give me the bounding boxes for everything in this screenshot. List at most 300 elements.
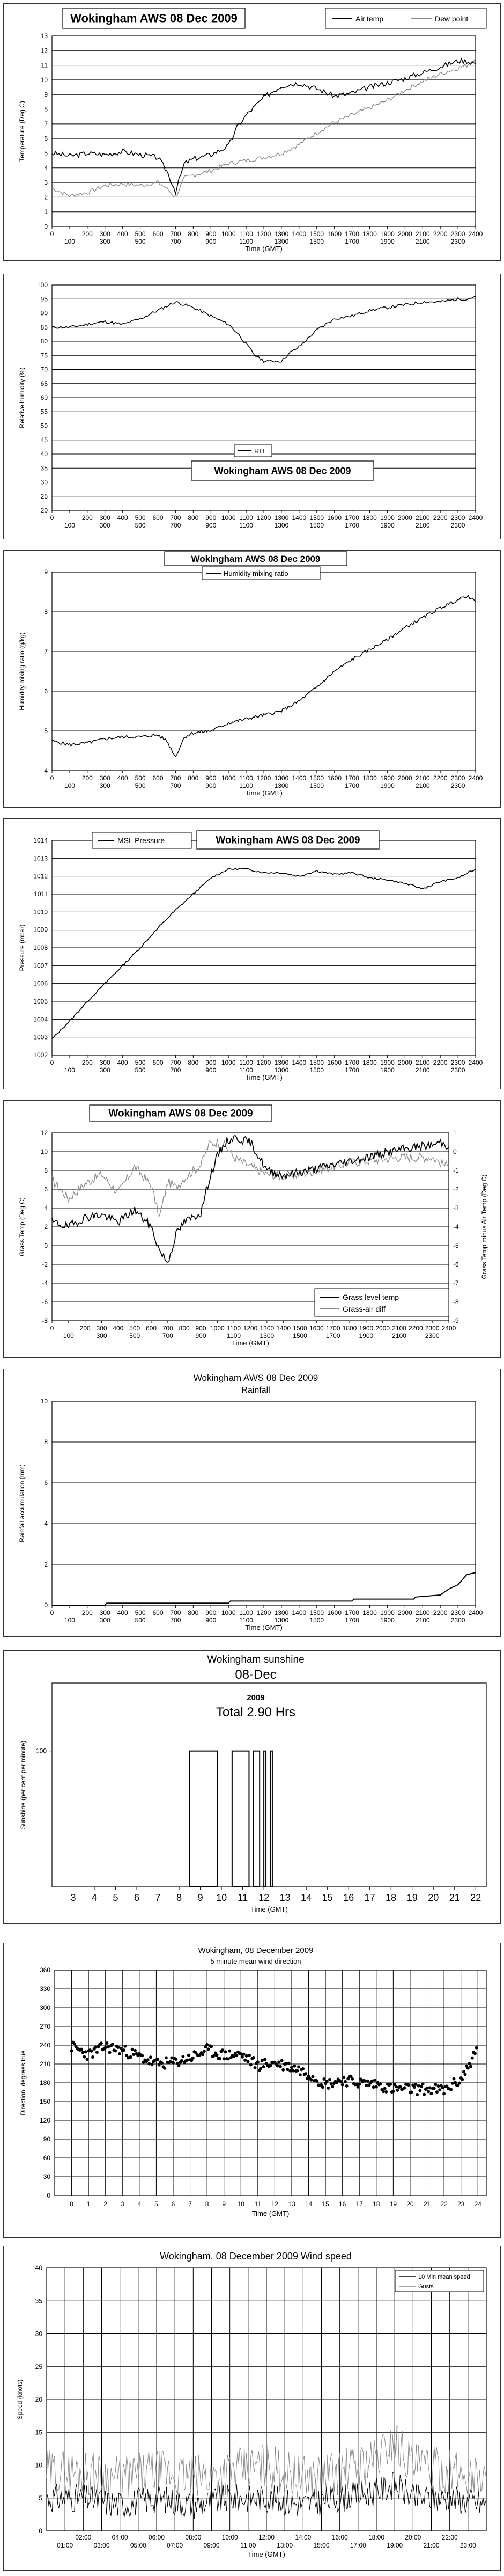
x-tick-label: 21 <box>449 1892 460 1903</box>
wind-direction-point <box>417 2084 420 2088</box>
x-tick-label-top: 1200 <box>256 1609 271 1616</box>
x-tick-label-bottom: 2300 <box>450 782 465 789</box>
x-tick-label-top: 1300 <box>274 1609 289 1616</box>
x-tick-label-top: 700 <box>170 230 181 238</box>
x-tick-label-top: 1000 <box>221 774 236 782</box>
x-tick-label-top: 0 <box>50 1324 54 1332</box>
x-tick-label-top: 1500 <box>309 230 324 238</box>
wind-direction-point <box>407 2083 410 2087</box>
y-tick-label: 1004 <box>33 1015 48 1023</box>
wind-direction-point <box>235 2054 238 2057</box>
wind-direction-point <box>221 2048 224 2052</box>
wind-direction-point <box>169 2060 172 2063</box>
x-tick-label-top: 500 <box>135 774 146 782</box>
wind-direction-point <box>466 2067 470 2070</box>
x-tick-label-bottom: 900 <box>205 522 217 529</box>
wind-direction-point <box>95 2051 99 2054</box>
x-tick-label-bottom: 100 <box>64 522 75 529</box>
wind-direction-point <box>427 2090 430 2093</box>
wind-direction-point <box>396 2089 399 2092</box>
x-tick-label-top: 800 <box>188 230 199 238</box>
legend-label-mixing-ratio: Humidity mixing ratio <box>224 569 288 577</box>
x-tick-label-top: 18:00 <box>368 2534 385 2541</box>
x-tick-label-bottom: 1700 <box>345 238 359 245</box>
wind-direction-point <box>449 2088 453 2091</box>
x-tick-label-top: 1400 <box>292 774 307 782</box>
wind-direction-point <box>331 2085 334 2088</box>
x-tick-label-top: 1100 <box>239 1059 253 1066</box>
y-tick-label: 5 <box>44 149 48 157</box>
x-tick-label-top: 2200 <box>433 1059 448 1066</box>
y-tick-label: 300 <box>39 2004 50 2011</box>
y-tick-label: -4 <box>42 1279 48 1287</box>
x-tick-label-top: 0 <box>50 774 54 782</box>
x-tick-label-top: 200 <box>79 1324 91 1332</box>
wind-direction-point <box>351 2077 354 2081</box>
x-tick-label-top: 1200 <box>256 1059 271 1066</box>
x-tick-label: 18 <box>373 2200 380 2208</box>
wind-direction-point <box>284 2062 287 2066</box>
y-axis-label: Humidity mixing ratio (g/kg) <box>18 632 26 711</box>
y-tick-label: 1011 <box>34 890 48 898</box>
y-axis-label: Relative humidity (%) <box>18 367 26 428</box>
x-tick-label-bottom: 2300 <box>450 238 465 245</box>
x-tick-label-top: 600 <box>152 1059 164 1066</box>
wind-direction-point <box>342 2076 345 2079</box>
wind-direction-point <box>91 2055 94 2059</box>
x-tick-label-top: 300 <box>99 514 110 522</box>
x-tick-label-bottom: 1100 <box>227 1332 241 1340</box>
y-tick-label: 0 <box>44 1601 48 1609</box>
wind-direction-point <box>379 2082 382 2085</box>
wind-direction-point <box>114 2049 117 2052</box>
y-tick-label: 60 <box>40 394 48 401</box>
wind-direction-point <box>357 2085 360 2089</box>
y-tick-label: -7 <box>453 1279 459 1287</box>
y-tick-label: 12 <box>40 1129 48 1137</box>
y-tick-label: 12 <box>40 47 48 55</box>
y-tick-label: 3 <box>44 179 48 187</box>
y-tick-label: 30 <box>35 2330 42 2338</box>
y-tick-label: -8 <box>453 1298 459 1306</box>
x-tick-label-top: 1800 <box>362 1059 377 1066</box>
wind-direction-point <box>304 2072 307 2075</box>
wind-direction-point <box>295 2069 299 2073</box>
x-tick-label-top: 1600 <box>327 1059 342 1066</box>
x-tick-label-bottom: 900 <box>205 238 217 245</box>
x-tick-label-bottom: 300 <box>96 1332 107 1340</box>
y-tick-label: 70 <box>40 365 48 374</box>
y-tick-label: 55 <box>40 408 48 416</box>
wind-direction-point <box>327 2087 330 2090</box>
x-tick-label-top: 400 <box>117 514 128 522</box>
y-tick-label: 1 <box>44 208 48 216</box>
pressure-chart <box>4 819 500 1089</box>
chart-subtitle: 08-Dec <box>235 1667 277 1682</box>
y-tick-label: 330 <box>39 1985 50 1993</box>
wind-direction-point <box>269 2064 272 2067</box>
wind-direction-point <box>403 2086 406 2089</box>
legend-box <box>395 2270 484 2292</box>
x-tick-label-bottom: 300 <box>99 238 110 245</box>
wind-direction-point <box>254 2066 257 2069</box>
x-tick-label-top: 1300 <box>274 514 289 522</box>
y-tick-label: 0 <box>44 223 48 230</box>
x-tick-label-top: 1000 <box>221 1059 236 1066</box>
chart-title: Wokingham AWS 08 Dec 2009 <box>70 11 238 25</box>
x-tick-label-top: 2400 <box>468 774 483 782</box>
y-axis-label: Rainfall accumulation (mm) <box>18 1464 26 1542</box>
x-tick-label-bottom: 1700 <box>345 1066 359 1074</box>
wind-direction-point <box>276 2064 279 2067</box>
x-tick-label-top: 1100 <box>239 230 253 238</box>
x-tick-label-bottom: 2100 <box>415 238 430 245</box>
x-tick-label-top: 600 <box>152 230 164 238</box>
y-tick-label: 60 <box>43 2154 50 2162</box>
x-tick-label-bottom: 11:00 <box>240 2542 256 2549</box>
legend-label-grass-level-temp: Grass level temp <box>343 1293 399 1301</box>
wind-direction-point <box>187 2054 190 2057</box>
wind-direction-point <box>288 2069 292 2073</box>
wind-direction-point <box>181 2055 184 2058</box>
x-tick-label-top: 900 <box>205 230 217 238</box>
wind-direction-point <box>345 2084 349 2088</box>
y-tick-label: 35 <box>40 464 48 472</box>
y-axis-label-right: Grass Temp minus Air Temp (Deg C) <box>480 1174 488 1279</box>
x-tick-label-top: 500 <box>135 514 146 522</box>
y-tick-label: 10 <box>40 1148 48 1155</box>
wind-direction-point <box>375 2085 378 2089</box>
x-tick-label-top: 700 <box>170 774 181 782</box>
y-tick-label: 1014 <box>33 837 48 844</box>
x-tick-label-top: 0 <box>50 230 54 238</box>
x-tick-label: 22 <box>470 1892 481 1903</box>
y-tick-label: -2 <box>453 1185 459 1193</box>
y-tick-label: 0 <box>39 2527 42 2535</box>
wind-direction-point <box>239 2052 242 2055</box>
y-tick-label: 0 <box>44 1242 48 1249</box>
wind-direction-point <box>437 2084 440 2088</box>
x-tick-label: 11 <box>238 1892 248 1903</box>
chart-title: Wokingham AWS 08 Dec 2009 <box>216 835 360 846</box>
legend-label-grass-air-diff: Grass-air diff <box>343 1305 386 1313</box>
pressure-chart-panel <box>3 818 501 1089</box>
wind-direction-point <box>111 2043 114 2046</box>
x-tick-label-top: 2100 <box>415 774 430 782</box>
x-tick-label: 19 <box>389 2200 397 2208</box>
y-axis-label: Direction, degrees true <box>19 2050 27 2116</box>
wind-direction-point <box>163 2067 166 2070</box>
x-tick-label-top: 2100 <box>415 1059 430 1066</box>
x-tick-label-top: 400 <box>117 1609 128 1616</box>
wind-direction-point <box>358 2082 361 2085</box>
plot-area <box>52 1401 476 1605</box>
wind-direction-point <box>452 2077 455 2081</box>
wind-direction-point <box>321 2085 324 2089</box>
wind-direction-point <box>151 2063 154 2066</box>
y-tick-label: 13 <box>40 32 48 40</box>
x-tick-label-top: 1900 <box>380 230 395 238</box>
wind-direction-point <box>129 2055 132 2059</box>
x-tick-label-top: 200 <box>81 1609 93 1616</box>
wind-direction-point <box>423 2093 426 2096</box>
wind-direction-point <box>246 2060 249 2063</box>
grass-chart-panel <box>3 1100 501 1358</box>
x-tick-label-bottom: 1500 <box>309 1066 324 1074</box>
temperature-chart <box>4 4 500 260</box>
x-tick-label: 11 <box>254 2200 262 2208</box>
x-axis-label: Time (GMT) <box>245 245 283 253</box>
y-tick-label: 7 <box>44 120 48 128</box>
chart-title: Wokingham AWS 08 Dec 2009 <box>191 553 321 564</box>
x-tick-label-top: 2300 <box>450 1609 465 1616</box>
wind-direction-point <box>245 2054 248 2058</box>
x-tick-label-bottom: 1900 <box>380 1616 395 1624</box>
x-axis-label: Time (GMT) <box>245 1073 283 1081</box>
x-tick-label-bottom: 300 <box>99 522 110 529</box>
x-tick-label-top: 1700 <box>345 230 359 238</box>
x-tick-label-bottom: 2100 <box>415 782 430 789</box>
x-tick-label-bottom: 700 <box>170 1066 181 1074</box>
x-tick-label-bottom: 700 <box>170 782 181 789</box>
y-tick-label: 85 <box>40 323 48 331</box>
x-tick-label-top: 900 <box>195 1324 206 1332</box>
x-tick-label-top: 200 <box>81 230 93 238</box>
wind-direction-point <box>307 2075 310 2078</box>
wind-direction-point <box>90 2050 93 2053</box>
y-tick-label: 1013 <box>33 854 48 862</box>
x-tick-label-bottom: 2100 <box>415 1616 430 1624</box>
x-tick-label-top: 2100 <box>415 1609 430 1616</box>
x-tick-label-top: 400 <box>117 230 128 238</box>
x-axis-label: Time (GMT) <box>232 1339 269 1347</box>
wind-direction-point <box>365 2084 368 2087</box>
x-tick-label-top: 2400 <box>468 1059 483 1066</box>
x-tick-label-bottom: 300 <box>99 782 110 789</box>
wind-direction-point <box>218 2057 221 2060</box>
wind-direction-point <box>118 2052 121 2055</box>
x-tick-label-top: 1000 <box>221 514 236 522</box>
x-tick-label-top: 2400 <box>468 230 483 238</box>
x-tick-label-bottom: 07:00 <box>167 2542 183 2549</box>
x-tick-label-top: 0 <box>50 1609 54 1616</box>
wind-direction-point <box>286 2068 289 2071</box>
x-tick-label-bottom: 1300 <box>274 238 289 245</box>
y-tick-label: 4 <box>44 767 48 774</box>
wind-direction-point <box>205 2043 209 2046</box>
x-tick-label-top: 0 <box>50 514 54 522</box>
x-tick-label: 18 <box>386 1892 397 1903</box>
y-tick-label: 2 <box>44 1561 48 1568</box>
wind-direction-chart <box>4 1943 500 2237</box>
y-tick-label: 10 <box>35 2461 42 2469</box>
x-tick-label-top: 2300 <box>450 514 465 522</box>
chart-title: Wokingham, 08 December 2009 <box>198 1946 314 1955</box>
x-tick-label-bottom: 500 <box>135 522 146 529</box>
x-tick-label-top: 1400 <box>292 1609 307 1616</box>
x-tick-label-top: 600 <box>152 514 164 522</box>
wind-direction-point <box>261 2059 264 2062</box>
x-tick-label: 9 <box>197 1892 203 1903</box>
chart-title: Wokingham AWS 08 Dec 2009 <box>193 1373 318 1383</box>
x-tick-label-top: 800 <box>188 774 199 782</box>
wind-direction-point <box>70 2049 73 2052</box>
wind-direction-point <box>416 2093 419 2096</box>
x-tick-label-bottom: 1700 <box>325 1332 340 1340</box>
wind-direction-point <box>471 2057 474 2060</box>
y-tick-label: -8 <box>42 1317 48 1324</box>
wind-direction-point <box>451 2082 454 2085</box>
y-tick-label: 1009 <box>33 926 48 934</box>
x-tick-label-bottom: 2300 <box>450 1066 465 1074</box>
x-tick-label-top: 500 <box>129 1324 140 1332</box>
y-tick-label: 270 <box>39 2023 50 2030</box>
wind-direction-point <box>191 2057 195 2060</box>
y-tick-label: 2 <box>44 1223 48 1231</box>
x-tick-label-bottom: 21:00 <box>423 2542 440 2549</box>
wind-direction-point <box>322 2077 325 2081</box>
x-tick-label-bottom: 900 <box>205 782 217 789</box>
x-tick-label-top: 2200 <box>408 1324 423 1332</box>
x-tick-label-bottom: 2300 <box>450 522 465 529</box>
x-tick-label-bottom: 1300 <box>274 522 289 529</box>
x-tick-label: 19 <box>406 1892 418 1903</box>
x-tick-label-top: 1400 <box>276 1324 291 1332</box>
x-tick-label: 6 <box>134 1892 140 1903</box>
x-tick-label: 22 <box>440 2200 448 2208</box>
x-tick-label-top: 400 <box>117 774 128 782</box>
x-tick-label-bottom: 01:00 <box>57 2542 73 2549</box>
x-tick-label-bottom: 2100 <box>415 1066 430 1074</box>
y-tick-label: 4 <box>44 164 48 172</box>
wind-direction-point <box>281 2068 285 2072</box>
wind-direction-point <box>140 2054 144 2057</box>
x-tick-label-top: 1400 <box>292 230 307 238</box>
y-tick-label: 5 <box>44 727 48 735</box>
y-tick-label: 50 <box>40 422 48 430</box>
x-tick-label: 7 <box>188 2200 192 2208</box>
chart-title: Wokingham AWS 08 Dec 2009 <box>108 1108 253 1119</box>
x-tick-label-top: 300 <box>99 1059 110 1066</box>
x-tick-label-top: 1800 <box>362 1609 377 1616</box>
y-tick-label: 95 <box>40 295 48 303</box>
x-tick-label-top: 1500 <box>309 774 324 782</box>
x-tick-label: 12 <box>271 2200 279 2208</box>
wind-direction-point <box>232 2055 235 2058</box>
x-tick-label-top: 1200 <box>256 774 271 782</box>
y-tick-label: -9 <box>453 1317 459 1324</box>
wind-direction-point <box>293 2065 296 2068</box>
wind-direction-point <box>94 2046 97 2049</box>
wind-direction-point <box>158 2063 161 2067</box>
x-tick-label-bottom: 1700 <box>345 522 359 529</box>
x-tick-label: 17 <box>364 1892 375 1903</box>
x-tick-label-top: 1900 <box>380 1609 395 1616</box>
x-tick-label-bottom: 500 <box>135 1066 146 1074</box>
x-tick-label-top: 04:00 <box>112 2534 128 2541</box>
y-tick-label: 90 <box>40 309 48 317</box>
x-tick-label-top: 2000 <box>397 230 412 238</box>
x-tick-label-top: 22:00 <box>441 2534 458 2541</box>
x-tick-label-top: 1000 <box>221 1609 236 1616</box>
wind-direction-point <box>180 2059 183 2062</box>
wind-direction-point <box>83 2055 86 2059</box>
x-tick-label-top: 800 <box>188 514 199 522</box>
y-tick-label: 1007 <box>33 962 48 970</box>
x-tick-label-top: 1200 <box>243 1324 258 1332</box>
x-tick-label-top: 2300 <box>425 1324 440 1332</box>
wind-direction-point <box>287 2062 291 2065</box>
wind-direction-point <box>442 2092 446 2095</box>
x-tick-label: 7 <box>155 1892 161 1903</box>
wind-speed-chart <box>4 2246 500 2570</box>
x-tick-label: 4 <box>92 1892 98 1903</box>
x-tick-label-top: 200 <box>81 1059 93 1066</box>
wind-direction-point <box>249 2063 253 2066</box>
y-tick-label: 100 <box>35 1747 47 1755</box>
x-tick-label: 10 <box>216 1892 227 1903</box>
x-tick-label-top: 2000 <box>375 1324 390 1332</box>
y-axis-label: Speed (knots) <box>16 2379 24 2420</box>
y-tick-label: 20 <box>40 507 48 514</box>
wind-direction-point <box>105 2041 108 2045</box>
x-tick-label-bottom: 100 <box>64 782 75 789</box>
wind-direction-point <box>475 2046 478 2050</box>
x-tick-label-top: 1900 <box>359 1324 374 1332</box>
wind-direction-point <box>116 2046 120 2049</box>
wind-direction-point <box>299 2073 302 2076</box>
wind-direction-point <box>262 2065 265 2068</box>
x-tick-label-top: 2200 <box>433 774 448 782</box>
wind-direction-point <box>210 2045 213 2048</box>
x-tick-label-bottom: 1700 <box>345 782 359 789</box>
wind-direction-point <box>160 2061 164 2065</box>
x-tick-label: 20 <box>428 1892 439 1903</box>
x-tick-label-bottom: 03:00 <box>93 2542 110 2549</box>
y-tick-label: 75 <box>40 352 48 360</box>
x-tick-label-bottom: 1500 <box>309 1616 324 1624</box>
y-tick-label: -4 <box>453 1223 459 1231</box>
wind-direction-point <box>80 2048 83 2051</box>
x-tick-label-bottom: 100 <box>64 1616 75 1624</box>
x-tick-label-top: 1100 <box>239 514 253 522</box>
y-tick-label: 25 <box>40 492 48 500</box>
y-tick-label: 40 <box>35 2264 42 2272</box>
x-tick-label: 16 <box>338 2200 346 2208</box>
x-tick-label-top: 1600 <box>327 514 342 522</box>
x-tick-label-bottom: 05:00 <box>130 2542 146 2549</box>
wind-direction-point <box>428 2086 432 2089</box>
wind-direction-point <box>421 2082 425 2085</box>
wind-direction-point <box>207 2047 210 2051</box>
x-tick-label-top: 1800 <box>362 230 377 238</box>
y-tick-label: 240 <box>39 2041 50 2049</box>
x-tick-label-top: 20:00 <box>405 2534 421 2541</box>
chart-title: Wokingham AWS 08 Dec 2009 <box>214 465 351 477</box>
legend-label-msl-pressure: MSL Pressure <box>117 836 165 845</box>
x-tick-label-bottom: 1300 <box>274 1616 289 1624</box>
wind-direction-point <box>201 2053 204 2056</box>
wind-speed-chart-panel <box>3 2246 501 2571</box>
wind-direction-point <box>434 2083 437 2086</box>
x-tick-label: 20 <box>406 2200 414 2208</box>
chart-note-year: 2009 <box>247 1693 265 1702</box>
wind-direction-point <box>341 2083 344 2087</box>
legend-label-dew-point: Dew point <box>435 14 469 23</box>
x-tick-label-bottom: 1300 <box>260 1332 275 1340</box>
wind-direction-point <box>389 2083 392 2086</box>
legend-label-air-temp: Air temp <box>355 14 384 23</box>
